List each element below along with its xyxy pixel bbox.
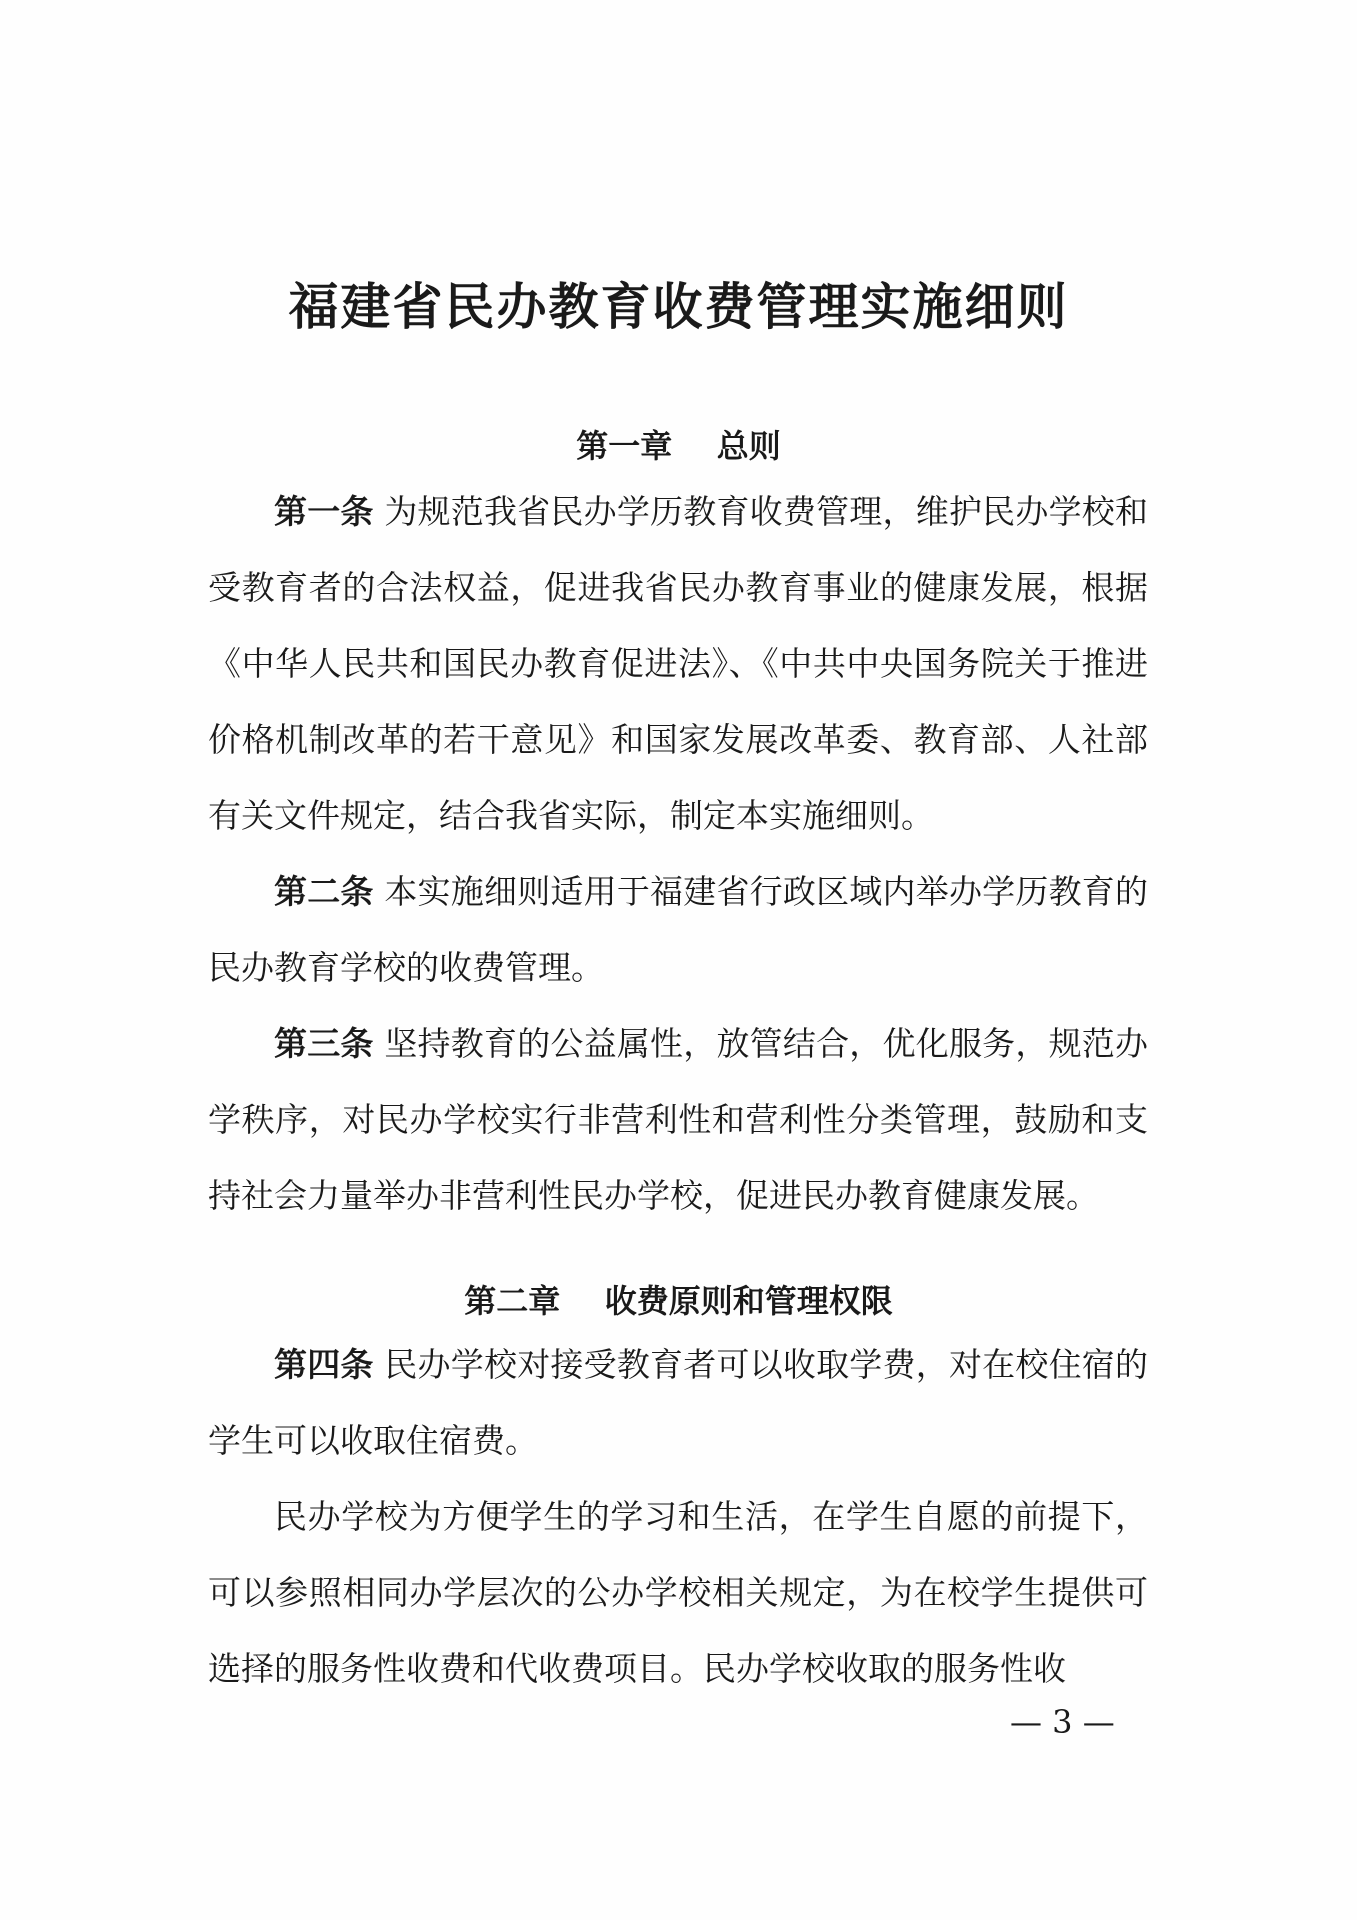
document-title: 福建省民办教育收费管理实施细则 (288, 277, 1069, 336)
chapter-heading-1: 第一章 总则 (576, 427, 781, 465)
chapter-2-body (208, 1327, 1148, 1707)
article-text: 坚持教育的公益属性，放管结合，优化服务，规范办学秩序，对民办学校实行非营利性和营利性分类管理，鼓励和支持社会力量举办非营利性民办学校，促进民办教育健康发展。 (208, 1024, 1148, 1215)
article-number: 第一条 (274, 492, 374, 531)
article-text: 为规范我省民办学历教育收费管理，维护民办学校和受教育者的合法权益，促进我省民办教育事业的健康发展，根据《中华人民共和国民办教育促进法》、《中共中央国务院关于推进价格机制改革的若干意见》和国家发展改革委、教育部、人社部有关文件规定，结合我省实际，制定本实施细则。 (208, 492, 1148, 835)
page-number: — 3 — (1010, 1703, 1115, 1741)
body-paragraph (208, 1479, 1148, 1707)
article-paragraph (208, 854, 1148, 1006)
paragraph-text: 民办学校为方便学生的学习和生活，在学生自愿的前提下，可以参照相同办学层次的公办学校相关规定，为在校学生提供可选择的服务性收费和代收费项目。民办学校收取的服务性收 (208, 1497, 1148, 1688)
article-paragraph (208, 1327, 1148, 1479)
article-paragraph (208, 474, 1148, 854)
article-number: 第二条 (274, 872, 374, 911)
article-paragraph (208, 1006, 1148, 1234)
chapter-heading-2: 第二章 收费原则和管理权限 (464, 1282, 893, 1320)
chapter-1-body (208, 474, 1148, 1234)
article-number: 第三条 (274, 1024, 374, 1063)
article-text: 民办学校对接受教育者可以收取学费，对在校住宿的学生可以收取住宿费。 (208, 1345, 1148, 1460)
article-text: 本实施细则适用于福建省行政区域内举办学历教育的民办教育学校的收费管理。 (208, 872, 1148, 987)
article-number: 第四条 (274, 1345, 374, 1384)
